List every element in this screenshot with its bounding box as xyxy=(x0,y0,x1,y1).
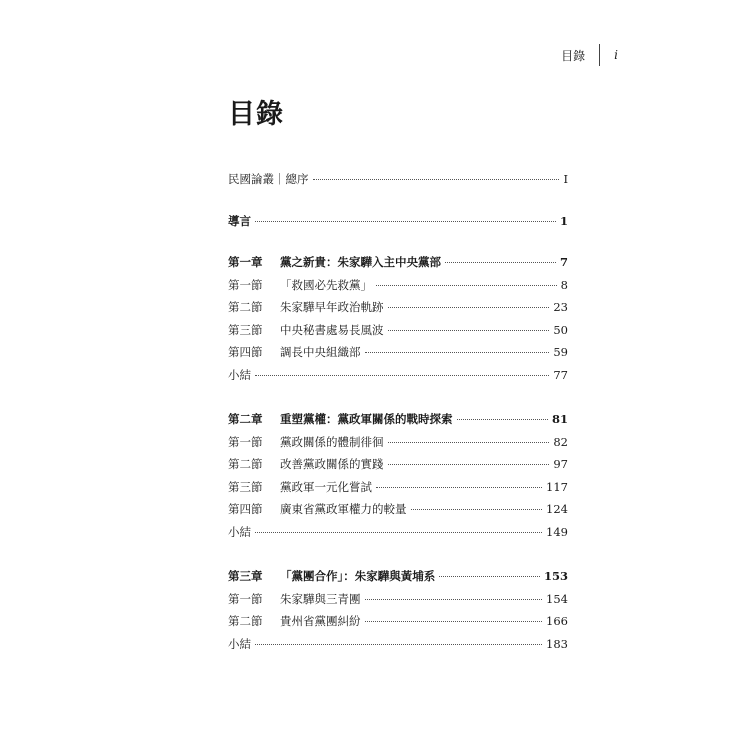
table-of-contents xyxy=(228,168,568,655)
toc-section xyxy=(228,610,568,633)
toc-entry-page: 81 xyxy=(551,412,568,426)
toc-entry-page: 149 xyxy=(546,524,568,539)
toc-chapter-number: 第三章 xyxy=(228,569,263,583)
toc-leader-dots xyxy=(365,352,550,353)
toc-leader-dots xyxy=(411,509,543,510)
toc-section-number: 第四節 xyxy=(228,345,263,359)
toc-section-number: 第一節 xyxy=(228,591,263,606)
toc-section-number: 第一節 xyxy=(228,434,263,449)
toc-entry-page: I xyxy=(563,172,568,186)
toc-section xyxy=(228,476,568,499)
toc-summary-label: 小結 xyxy=(228,367,251,382)
toc-section-title: 廣東省黨政軍權力的較量 xyxy=(280,502,407,516)
toc-entry-label: 導言 xyxy=(228,213,251,228)
toc-summary xyxy=(228,521,568,544)
toc-section xyxy=(228,319,568,342)
toc-chapter-title: 「黨團合作」：朱家驊與黃埔系 xyxy=(280,569,436,583)
toc-leader-dots xyxy=(388,330,550,331)
toc-chapter-number: 第二章 xyxy=(228,412,263,426)
toc-section xyxy=(228,453,568,476)
toc-section-number: 第二節 xyxy=(228,614,263,628)
running-header-page-number: i xyxy=(614,48,618,62)
toc-entry-page: 82 xyxy=(553,434,568,449)
toc-entry-series-preface xyxy=(228,168,568,191)
toc-section-number: 第一節 xyxy=(228,277,263,292)
toc-leader-dots xyxy=(457,419,548,420)
toc-section xyxy=(228,498,568,521)
toc-section-number: 第三節 xyxy=(228,322,263,337)
toc-leader-dots xyxy=(255,375,549,376)
toc-chapter-title: 重塑黨權：黨政軍關係的戰時探索 xyxy=(280,412,453,426)
toc-leader-dots xyxy=(439,576,540,577)
toc-entry-page: 77 xyxy=(553,367,568,382)
toc-section-title: 朱家驊早年政治軌跡 xyxy=(280,300,384,314)
toc-entry-page: 7 xyxy=(559,255,568,269)
toc-section-title: 改善黨政關係的實踐 xyxy=(280,457,384,471)
toc-section xyxy=(228,588,568,611)
running-header-title: 目錄 xyxy=(561,48,586,63)
toc-section xyxy=(228,274,568,297)
toc-section xyxy=(228,431,568,454)
page-title: 目錄 xyxy=(228,99,284,130)
toc-entry-page: 124 xyxy=(546,502,568,516)
toc-section-title: 調長中央組織部 xyxy=(280,345,361,359)
toc-leader-dots xyxy=(365,599,543,600)
toc-chapter-3 xyxy=(228,565,568,588)
toc-chapter-2 xyxy=(228,408,568,431)
toc-section-number: 第四節 xyxy=(228,502,263,516)
toc-entry-label: 民國論叢｜總序 xyxy=(228,172,309,186)
toc-chapter-title: 黨之新貴：朱家驊入主中央黨部 xyxy=(280,255,441,269)
toc-leader-dots xyxy=(255,532,542,533)
toc-entry-page: 8 xyxy=(560,277,568,292)
toc-entry-page: 59 xyxy=(553,345,568,359)
toc-section xyxy=(228,296,568,319)
toc-section-title: 黨政關係的體制徘徊 xyxy=(280,434,384,449)
toc-summary-label: 小結 xyxy=(228,524,251,539)
toc-entry-page: 1 xyxy=(559,213,568,228)
toc-section-title: 黨政軍一元化嘗試 xyxy=(280,479,372,494)
toc-leader-dots xyxy=(445,262,556,263)
toc-leader-dots xyxy=(388,307,550,308)
toc-chapter-1 xyxy=(228,251,568,274)
toc-entry-page: 50 xyxy=(553,322,568,337)
toc-entry-page: 183 xyxy=(546,636,568,651)
toc-section-number: 第三節 xyxy=(228,479,263,494)
toc-section-title: 「救國必先救黨」 xyxy=(280,277,372,292)
toc-entry-page: 154 xyxy=(546,591,568,606)
toc-entry-page: 166 xyxy=(546,614,568,628)
toc-leader-dots xyxy=(388,464,550,465)
toc-section xyxy=(228,341,568,364)
toc-leader-dots xyxy=(376,285,557,286)
toc-leader-dots xyxy=(388,442,550,443)
toc-summary xyxy=(228,633,568,656)
toc-section-title: 貴州省黨團糾紛 xyxy=(280,614,361,628)
toc-leader-dots xyxy=(376,487,542,488)
toc-section-number: 第二節 xyxy=(228,457,263,471)
toc-summary xyxy=(228,364,568,387)
toc-entry-page: 97 xyxy=(553,457,568,471)
toc-section-title: 中央秘書處易長風波 xyxy=(280,322,384,337)
toc-summary-label: 小結 xyxy=(228,636,251,651)
toc-chapter-number: 第一章 xyxy=(228,255,263,269)
toc-leader-dots xyxy=(365,621,543,622)
toc-entry-page: 23 xyxy=(553,300,568,314)
toc-leader-dots xyxy=(313,179,560,180)
toc-entry-introduction xyxy=(228,210,568,233)
toc-section-title: 朱家驊與三青團 xyxy=(280,591,361,606)
toc-section-number: 第二節 xyxy=(228,300,263,314)
toc-entry-page: 153 xyxy=(543,569,568,583)
toc-leader-dots xyxy=(255,644,542,645)
toc-entry-page: 117 xyxy=(546,479,568,494)
toc-leader-dots xyxy=(255,221,556,222)
running-header xyxy=(561,44,618,66)
